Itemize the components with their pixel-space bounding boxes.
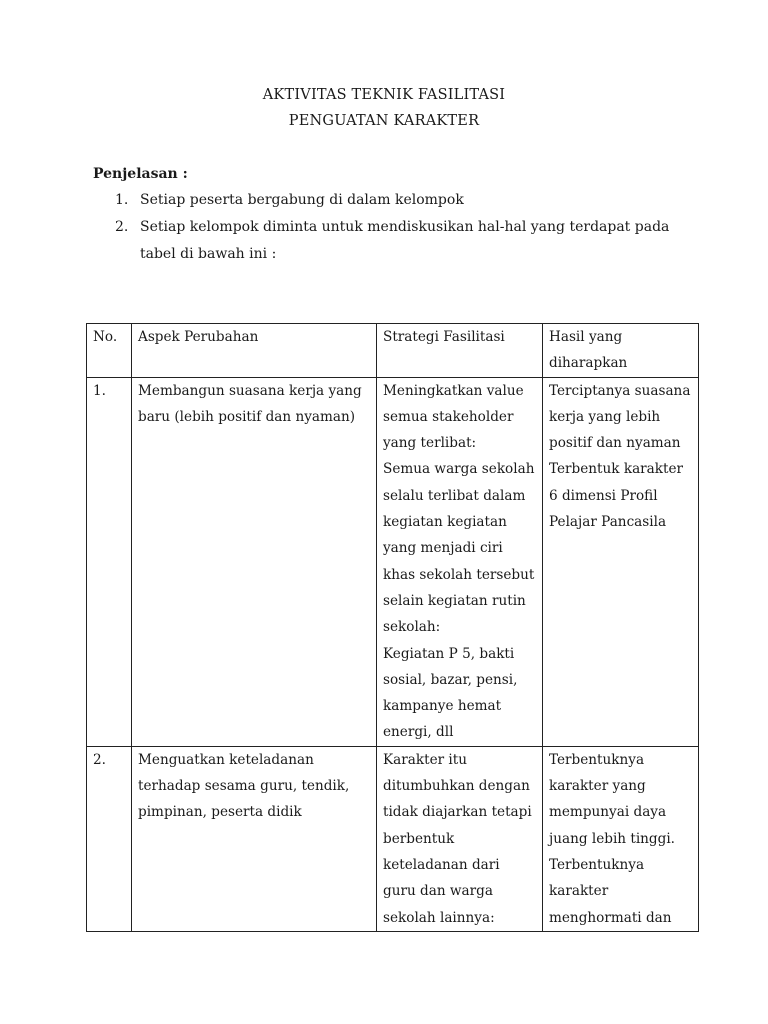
cell-text-line: Karakter itu: [383, 751, 467, 768]
cell-text-line: 6 dimensi Profil: [549, 487, 658, 504]
header-hasil: [543, 324, 699, 378]
header-aspek: [132, 324, 377, 378]
instruction-text: Setiap kelompok diminta untuk mendiskusikan hal-hal yang terdapat pada: [140, 219, 670, 235]
cell-text-line: karakter: [549, 883, 609, 900]
cell-text-line: sosial, bazar, pensi,: [383, 671, 518, 688]
cell-text-line: selain kegiatan rutin: [383, 592, 526, 609]
cell-hasil: [543, 746, 699, 931]
cell-text-line: berbentuk: [383, 830, 455, 847]
cell-text-line: khas sekolah tersebut: [383, 566, 535, 583]
cell-text-line: Strategi Fasilitasi: [383, 329, 505, 345]
cell-text-line: semua stakeholder: [383, 408, 514, 425]
cell-text-line: Pelajar Pancasila: [549, 514, 667, 531]
cell-text-line: energi, dll: [383, 724, 454, 741]
instruction-number: 1.: [115, 192, 129, 208]
cell-aspek: [132, 746, 377, 931]
cell-text-line: karakter yang: [549, 778, 646, 795]
cell-text-line: Hasil yang: [549, 329, 623, 345]
cell-text-line: kerja yang lebih: [549, 408, 661, 425]
cell-strategi: [377, 746, 543, 931]
document-title-line1: AKTIVITAS TEKNIK FASILITASI: [262, 87, 506, 103]
cell-text-line: menghormati dan: [549, 909, 672, 926]
cell-text-line: kampanye hemat: [383, 698, 502, 715]
cell-aspek: [132, 377, 377, 746]
cell-text-line: Semua warga sekolah: [383, 461, 535, 478]
cell-text-line: baru (lebih positif dan nyaman): [138, 408, 356, 425]
cell-text-line: 2.: [93, 751, 106, 768]
cell-text-line: Menguatkan keteladanan: [138, 751, 314, 768]
header-strategi: [377, 324, 543, 378]
cell-text-line: Meningkatkan value: [383, 382, 524, 399]
cell-text-line: Terbentuknya: [549, 856, 645, 873]
cell-text-line: positif dan nyaman: [549, 435, 681, 452]
cell-text-line: Terciptanya suasana: [549, 382, 691, 399]
cell-text-line: keteladanan dari: [383, 856, 500, 873]
document-title-line2: PENGUATAN KARAKTER: [288, 113, 480, 129]
cell-no: [87, 746, 132, 931]
cell-text-line: yang menjadi ciri: [383, 540, 503, 557]
cell-text-line: tidak diajarkan tetapi: [383, 804, 532, 821]
cell-text-line: kegiatan kegiatan: [383, 514, 507, 531]
instruction-number: 2.: [115, 219, 129, 235]
cell-text-line: terhadap sesama guru, tendik,: [138, 778, 350, 795]
cell-text-line: Terbentuknya: [549, 751, 645, 768]
cell-text-line: Kegiatan P 5, bakti: [383, 645, 515, 662]
cell-no: [87, 377, 132, 746]
cell-text-line: 1.: [93, 382, 106, 399]
cell-text-line: selalu terlibat dalam: [383, 487, 526, 504]
cell-text-line: Terbentuk karakter: [549, 461, 684, 478]
facilitation-table: [86, 323, 699, 932]
cell-strategi: [377, 377, 543, 746]
cell-text-line: ditumbuhkan dengan: [383, 778, 530, 795]
cell-text-line: sekolah:: [383, 619, 441, 636]
cell-text-line: pimpinan, peserta didik: [138, 804, 302, 821]
table-row: [87, 377, 699, 746]
header-no: [87, 324, 132, 378]
cell-text-line: juang lebih tinggi.: [549, 830, 676, 847]
instruction-text: Setiap peserta bergabung di dalam kelompok: [140, 192, 464, 208]
explanation-label: Penjelasan :: [93, 166, 188, 182]
table-row: [87, 746, 699, 931]
cell-text-line: No.: [93, 329, 118, 345]
cell-text-line: diharapkan: [549, 355, 628, 372]
cell-text-line: Aspek Perubahan: [138, 329, 259, 345]
cell-hasil: [543, 377, 699, 746]
table-header-row: [87, 324, 699, 378]
instruction-text: tabel di bawah ini :: [140, 246, 277, 262]
cell-text-line: Membangun suasana kerja yang: [138, 382, 362, 399]
cell-text-line: sekolah lainnya:: [383, 909, 495, 926]
cell-text-line: guru dan warga: [383, 883, 493, 900]
cell-text-line: mempunyai daya: [549, 804, 667, 821]
cell-text-line: yang terlibat:: [383, 435, 477, 452]
